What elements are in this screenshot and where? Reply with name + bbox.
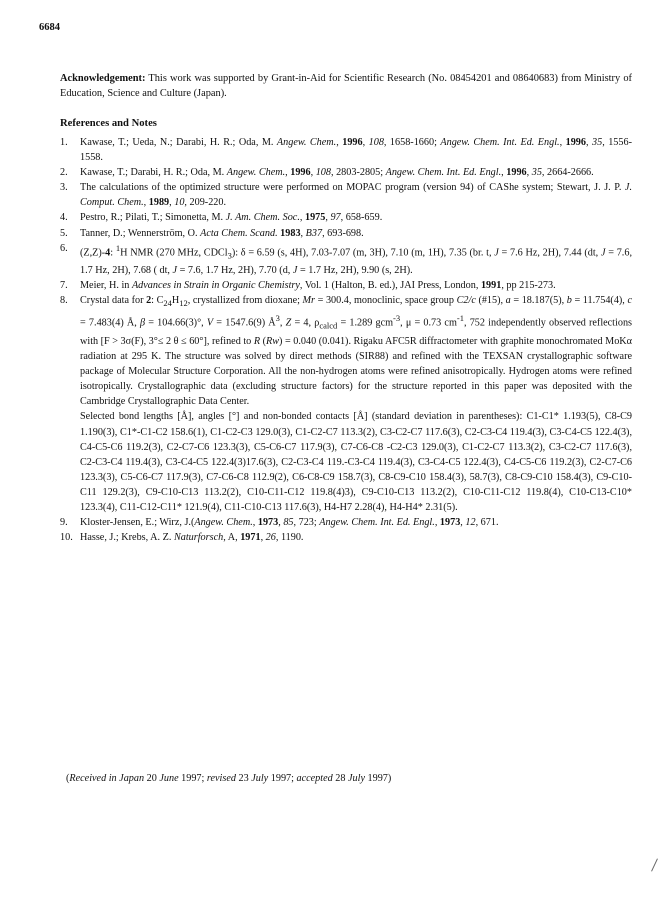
references-list	[60, 135, 632, 545]
reference-number: 6.	[60, 242, 68, 254]
reference-text: Pestro, R.; Pilati, T.; Simonetta, M. J. Am. Chem. Soc., 1975, 97, 658-659.	[80, 212, 383, 224]
received-dates: (Received in Japan 20 June 1997; revised 23 July 1997; accepted 28 July 1997)	[66, 773, 392, 784]
reference-number: 4.	[60, 212, 68, 224]
reference-item	[60, 241, 632, 279]
reference-text: (Z,Z)-4: $^1$H NMR (270 MHz, CDCl$_3$): δ = 6.59 (s, 4H), 7.03-7.07 (m, 3H), 7.10 (m, 1H), 7.35 (br. t, J = 7.6 Hz, 2H), 7.44 (dt, J = 7.6, 1.7 Hz, 2H), 7.68 ( dt, J = 7.6, 1.7 Hz, 2H), 7.70 (d, J = 1.7 Hz, 2H), 9.90 (s, 2H).	[80, 242, 632, 277]
reference-item	[60, 210, 632, 225]
reference-text: Kawase, T.; Darabi, H. R.; Oda, M. Angew. Chem., 1996, 108, 2803-2805; Angew. Chem. Int. Ed. Engl., 1996, 35, 2664-2666.	[80, 167, 594, 179]
reference-text: The calculations of the optimized structure were performed on MOPAC program (version 94) of CAShe system; Stewart, J. J. P. J. Comput. Chem., 1989, 10, 209-220.	[80, 182, 632, 209]
reference-item	[60, 293, 632, 515]
reference-number: 2.	[60, 167, 68, 179]
reference-text: Crystal data for 2: $C_{24}H_{12}$, crystallized from dioxane; Mr = 300.4, monoclinic, space group C2/c (#15), a = 18.187(5), b = 11.754(4), c = 7.483(4) Å, β = 104.66(3)°, V = 1547.6(9) $Å^3$, Z = 4, $\rho_{calcd} = 1.289$ gcm$^{-3}$, μ = 0.73 $cm^{-1}$, 752 independently observed reflections with [F > 3σ(F), 3°≤ 2 θ ≤ 60°], refined to R (Rw) = 0.040 (0.041). Rigaku AFC5R diffractometer with graphite monochromated MoKα radiation at 295 K. The structure was solved by direct methods (SIR88) and refined with the TEXSAN crystallographic software package of Molecular Structure Corporation. All the non-hydrogen atoms were refined anisotropically. Hydrogen atoms were refined isotropically. Crystallographic data (excluding structure factors) for the structure reported in this paper was deposited with the Cambridge Crystallographic Data Center. Selected bond lengths [Å], angles [°] and non-bonded contacts [Å] (standard deviation in parentheses): C1-C1* 1.193(5), C8-C9 1.190(3), C1*-C1-C2 158.6(1), C1-C2-C3 129.0(3), C1-C2-C7 113.3(2), C3-C2-C7 117.6(3), C2-C3-C4 119.4(3), C3-C4-C5 122.4(3), C4-C5-C6 119.2(3), C2-C7-C6 123.3(3), C5-C6-C7 117.9(3), C7-C6-C8 -C2-C3 129.0(3), C1-C2-C7 113.3(2), C3-C2-C7 117.6(3), C2-C3-C4 119.4(3), C3-C4-C5 122.4(3)17.6(3), C2-C3-C4 119.-C3-C4 119.4(3), C3-C4-C5 122.4(3), C4-C5-C6 119.2(3), C2-C7-C6 123.3(3), C5-C6-C7 117.9(3), C7-C6-C8 112.9(2), C6-C8-C9 158.7(3), C8-C9-C10 158.4(3), 58.7(3), C8-C9-C10 158.4(3), C9-C10-C11 129.2(3), C9-C10-C13 113.2(2), C10-C11-C12 119.8(4)3), C9-C10-C13 113.2(2), C10-C11-C12 119.8(4), C10-C13-C10* 123.3(4), C11-C12-C11* 121.9(4), C11-C10-C13 117.6(3), H4-H7 2.28(4), H4-H4* 2.31(5).	[80, 293, 632, 515]
acknowledgement	[60, 71, 632, 101]
reference-item	[60, 515, 632, 530]
reference-item	[60, 226, 632, 241]
acknowledgement-label: Acknowledgement:	[60, 73, 146, 84]
reference-number: 3.	[60, 182, 68, 194]
reference-item	[60, 135, 632, 165]
page-number: 6684	[39, 22, 60, 33]
reference-number: 5.	[60, 227, 68, 239]
reference-item	[60, 165, 632, 180]
acknowledgement-text: This work was supported by Grant-in-Aid for Scientific Research (No. 08454201 and 08640683) from Ministry of Education, Science and Culture (Japan).	[60, 73, 632, 99]
reference-text: Hasse, J.; Krebs, A. Z. Naturforsch, A, 1971, 26, 1190.	[80, 532, 304, 544]
reference-text: Tanner, D.; Wennerström, O. Acta Chem. Scand. 1983, B37, 693-698.	[80, 227, 364, 239]
reference-item	[60, 278, 632, 293]
reference-number: 8.	[60, 295, 68, 307]
reference-number: 1.	[60, 137, 68, 148]
reference-subparagraph: Selected bond lengths [Å], angles [°] and non-bonded contacts [Å] (standard deviation in parentheses): C1-C1* 1.193(5), C8-C9 1.190(3), C1*-C1-C2 158.6(1), C1-C2-C3 129.0(3), C1-C2-C7 113.3(2), C3-C2-C7 117.6(3), C2-C3-C4 119.4(3), C3-C4-C5 122.4(3), C4-C5-C6 119.2(3), C2-C7-C6 123.3(3), C5-C6-C7 117.9(3), C7-C6-C8 -C2-C3 129.0(3), C1-C2-C7 113.3(2), C3-C2-C7 117.6(3), C2-C3-C4 119.4(3), C3-C4-C5 122.4(3)17.6(3), C2-C3-C4 119.-C3-C4 119.4(3), C3-C4-C5 122.4(3), C4-C5-C6 119.2(3), C2-C7-C6 123.3(3), C5-C6-C7 117.9(3), C7-C6-C8 112.9(2), C6-C8-C9 158.7(3), C8-C9-C10 158.4(3), 58.7(3), C8-C9-C10 158.4(3), C9-C10-C11 129.2(3), C9-C10-C13 113.2(2), C10-C11-C12 119.8(4)3), C9-C10-C13 113.2(2), C10-C11-C12 119.8(4), C10-C13-C10* 123.3(4), C11-C12-C11* 121.9(4), C11-C10-C13 117.6(3), H4-H7 2.28(4), H4-H4* 2.31(5).	[80, 411, 632, 514]
reference-text: Meier, H. in Advances in Strain in Organic Chemistry, Vol. 1 (Halton, B. ed.), JAI Press, London, 1991, pp 215-273.	[80, 280, 556, 292]
reference-item	[60, 530, 632, 545]
references-heading: References and Notes	[60, 118, 157, 129]
reference-number: 10.	[60, 532, 73, 544]
reference-number: 9.	[60, 517, 68, 529]
reference-text: Kawase, T.; Ueda, N.; Darabi, H. R.; Oda, M. Angew. Chem., 1996, 108, 1658-1660; Angew. Chem. Int. Ed. Engl., 1996, 35, 1556-1558.	[80, 137, 632, 164]
reference-number: 7.	[60, 280, 68, 292]
reference-text: Kloster-Jensen, E.; Wirz, J.(Angew. Chem., 1973, 85, 723; Angew. Chem. Int. Ed. Engl., 1973, 12, 671.	[80, 517, 499, 529]
reference-item	[60, 180, 632, 210]
scan-mark	[651, 858, 658, 871]
